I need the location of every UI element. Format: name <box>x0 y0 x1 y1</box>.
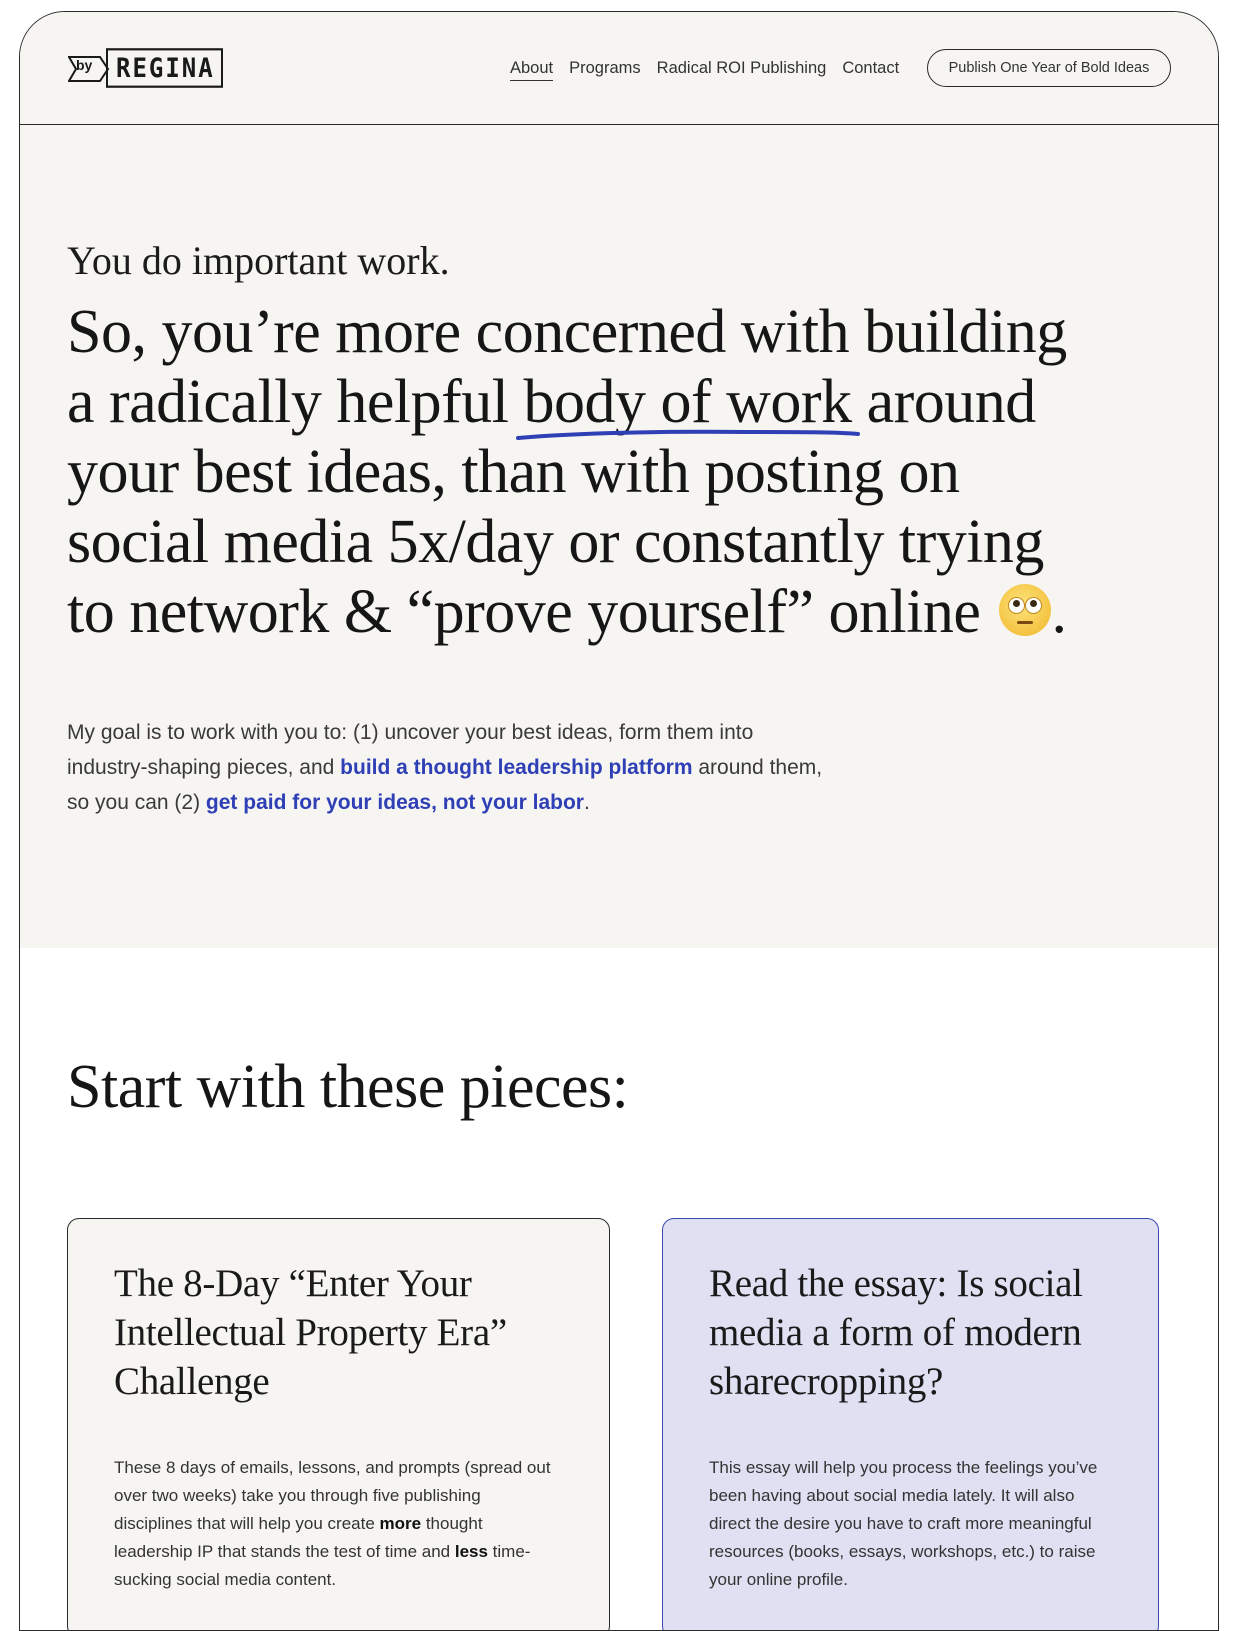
publish-cta-button[interactable]: Publish One Year of Bold Ideas <box>927 49 1171 87</box>
hero-headline <box>67 297 1067 647</box>
intro-text-1: My goal is to work with you to: (1) uncover your best ideas, form them into industry-shaping pieces, and <box>67 721 754 779</box>
headline-part-1: So, you’re more concerned with building a radically helpful <box>67 298 1067 436</box>
card-body-text: These 8 days of emails, lessons, and prompts (spread out over two weeks) take you through five publishing disciplines that will help you create <box>114 1458 551 1533</box>
nav-link-radical-roi-publishing[interactable]: Radical ROI Publishing <box>656 59 827 77</box>
challenge-card-title: The 8-Day “Enter Your Intellectual Property Era” Challenge <box>114 1262 507 1403</box>
challenge-card[interactable] <box>67 1218 610 1631</box>
pieces-section-title: Start with these pieces: <box>67 1053 629 1121</box>
headline-underlined-phrase <box>524 367 852 437</box>
intro-text-2: around them, so you can (2) <box>67 756 823 814</box>
hero-eyebrow: You do important work. <box>67 238 450 283</box>
card-body-bold: more <box>379 1514 422 1533</box>
intro-text-3: . <box>583 791 590 814</box>
site-logo[interactable] <box>68 48 223 88</box>
page-frame <box>19 11 1219 1631</box>
headline-underlined-text: body of work <box>523 368 852 436</box>
site-header <box>20 12 1218 125</box>
nav-link-programs[interactable]: Programs <box>569 59 641 77</box>
hero-section <box>20 125 1218 948</box>
thought-leadership-link[interactable]: build a thought leadership platform <box>340 756 693 779</box>
card-body-text: thought leadership IP that stands the test of time and <box>114 1514 483 1561</box>
eye-roll-emoji-icon <box>999 584 1051 636</box>
get-paid-link[interactable]: get paid for your ideas, not your labor <box>205 791 584 814</box>
essay-card[interactable] <box>662 1218 1159 1631</box>
challenge-card-body <box>114 1454 563 1594</box>
logo-by-text: by <box>76 57 93 73</box>
logo-tag-icon <box>68 54 108 82</box>
headline-end: . <box>1051 578 1067 646</box>
nav-link-contact[interactable]: Contact <box>842 59 900 77</box>
hero-intro <box>67 715 827 820</box>
nav-link-about[interactable]: About <box>510 59 553 81</box>
essay-card-body: This essay will help you process the feelings you’ve been having about social media lately. It will also direct the desire you have to craft more meaningful resources (books, essays, workshops, etc.) to raise your online profile. <box>709 1458 1098 1589</box>
essay-card-title: Read the essay: Is social media a form of modern sharecropping? <box>709 1262 1083 1403</box>
hand-drawn-underline-icon <box>516 427 861 441</box>
logo-wordmark: REGINA <box>106 48 223 88</box>
headline-part-2: around your best ideas, than with posting on social media 5x/day or constantly trying to network & “prove yourself” online <box>67 368 1044 646</box>
main-nav <box>510 59 899 81</box>
card-body-text: time-sucking social media content. <box>114 1542 531 1589</box>
card-body-bold: less <box>454 1542 488 1561</box>
